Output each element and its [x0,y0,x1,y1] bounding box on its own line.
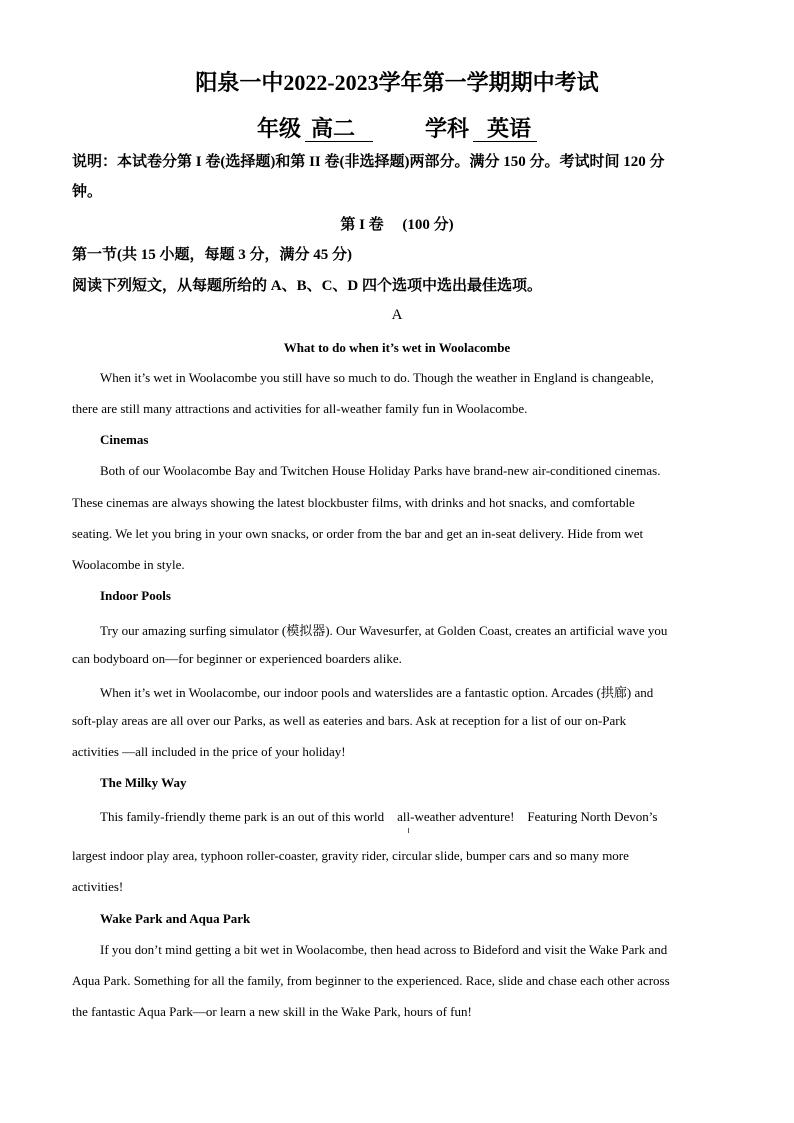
passage-title: What to do when it’s wet in Woolacombe [283,340,511,355]
grade-subject-line [0,112,794,143]
passage-letter: A [391,307,403,323]
subject-label: 学科 [425,116,470,141]
heading-wake-park: Wake Park and Aqua Park [100,911,251,926]
subject-value: 英语 [473,117,537,142]
heading-indoor-pools: Indoor Pools [100,588,171,603]
grade-value: 高二 [305,117,373,142]
paragraph-line: there are still many attractions and activities for all-weather family fun in Woolacombe. [72,401,528,416]
heading-cinemas: Cinemas [100,432,149,447]
instructions-line-1: 说明：本试卷分第 I 卷(选择题)和第 II 卷(非选择题)两部分。满分 150 分。考试时间 120 分 [72,154,665,170]
paragraph-line: Woolacombe in style. [72,557,185,572]
paragraph-line: activities —all included in the price of your holiday! [72,744,346,759]
paragraph-line: activities! [72,879,124,894]
section-direction: 阅读下列短文，从每题所给的 A、B、C、D 四个选项中选出最佳选项。 [72,278,543,294]
section-heading: 第一节(共 15 小题，每题 3 分，满分 45 分) [72,247,352,263]
paragraph-line: When it’s wet in Woolacombe, our indoor pools and waterslides are a fantastic option. Arcades (拱廊) and [100,685,654,700]
paragraph-line: seating. We let you bring in your own snacks, or order from the bar and get an in-seat delivery. Hide from wet [72,526,644,541]
paragraph-line: soft-play areas are all over our Parks, as well as eateries and bars. Ask at reception for a list of our on-Park [72,713,627,728]
paragraph-line: Aqua Park. Something for all the family, from beginner to the experienced. Race, slide and chase each other across [72,973,670,988]
stray-mark [408,828,409,833]
paragraph-line: If you don’t mind getting a bit wet in Woolacombe, then head across to Bideford and visit the Wake Park and [100,942,668,957]
paragraph-line: the fantastic Aqua Park—or learn a new skill in the Wake Park, hours of fun! [72,1004,472,1019]
paragraph-line: When it’s wet in Woolacombe you still have so much to do. Though the weather in England is changeable, [100,370,654,385]
grade-label: 年级 [256,116,301,141]
paragraph-line: Both of our Woolacombe Bay and Twitchen House Holiday Parks have brand-new air-conditioned cinemas. [100,463,661,478]
paragraph-line: These cinemas are always showing the latest blockbuster films, with drinks and hot snacks, and comfortable [72,495,635,510]
paragraph-line: largest indoor play area, typhoon roller-coaster, gravity rider, circular slide, bumper cars and so many more [72,848,629,863]
paragraph-line: can bodyboard on—for beginner or experienced boarders alike. [72,651,402,666]
paragraph-line: This family-friendly theme park is an out of this world all-weather adventure! Featuring North Devon’s [100,809,658,824]
paragraph-line: Try our amazing surfing simulator (模拟器). Our Wavesurfer, at Golden Coast, creates an artificial wave you [100,623,668,638]
part-title: 第 I 卷 (100 分) [340,217,454,233]
exam-title: 阳泉一中2022-2023学年第一学期期中考试 [195,70,599,95]
instructions-line-2: 钟。 [72,184,103,200]
heading-milky-way: The Milky Way [100,775,187,790]
